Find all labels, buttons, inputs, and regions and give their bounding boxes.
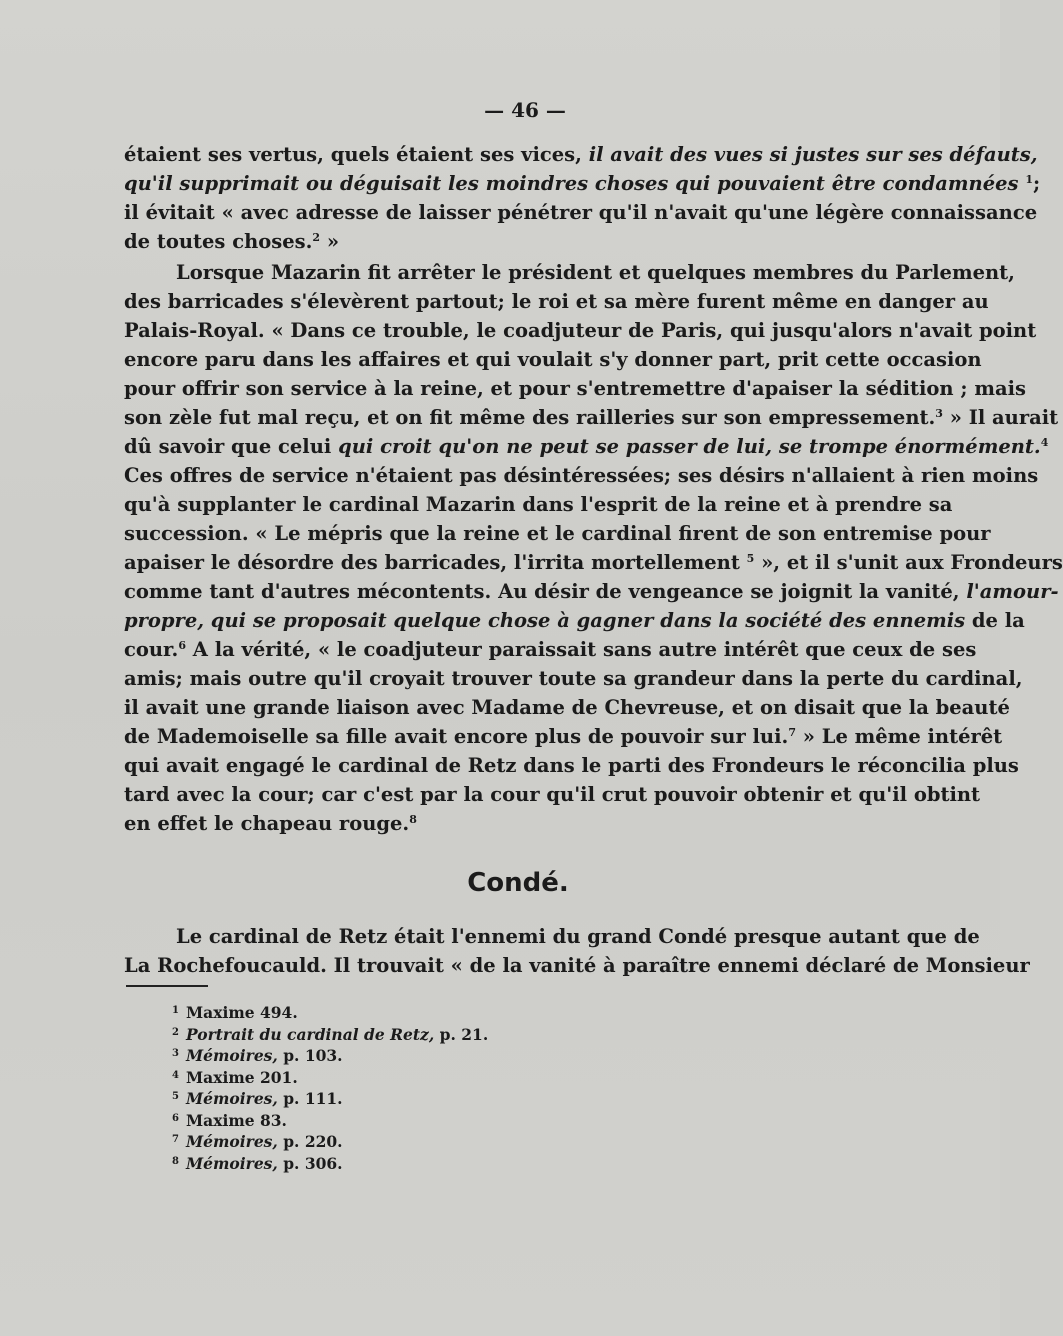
text-run: étaient ses vertus, quels étaient ses vices, [124, 143, 589, 166]
text-line [124, 169, 1041, 198]
footnote-number: 6 [172, 1112, 179, 1124]
footnote [172, 1129, 672, 1151]
paragraph-1 [124, 140, 1041, 256]
text-run: des barricades s'élevèrent partout; le roi et sa mère furent même en danger au [124, 290, 989, 313]
text-run: amis; mais outre qu'il croyait trouver toute sa grandeur dans la perte du cardinal, [124, 667, 1023, 690]
text-run: apaiser le désordre des barricades, l'irrita mortellement [124, 551, 747, 574]
text-line [124, 198, 1038, 227]
text-run: il avait une grande liaison avec Madame de Chevreuse, et on disait que la beauté [124, 696, 1010, 719]
text-run: » Il aurait [942, 406, 1059, 429]
italic-text: qui croit qu'on ne peut se passer de lui, se trompe énormément. [338, 435, 1041, 458]
text-run: de toutes choses. [124, 230, 313, 253]
section-heading: Condé. [467, 868, 569, 898]
footnote [172, 1000, 672, 1022]
text-run: comme tant d'autres mécontents. Au désir de vengeance se joignit la vanité, [124, 580, 967, 603]
paragraph-3 [124, 922, 1030, 980]
footnote-number: 3 [172, 1048, 179, 1059]
text-line [124, 374, 1027, 403]
italic-text: Mémoires, [186, 1089, 278, 1108]
footnote-ref: 2 [312, 231, 321, 244]
footnote-number: 2 [172, 1026, 179, 1038]
text-run: il évitait « avec adresse de laisser pénétrer qu'il n'avait qu'une légère connaissance [124, 201, 1038, 224]
italic-text: Mémoires, [186, 1046, 278, 1065]
italic-text: l'amour- [966, 580, 1059, 603]
text-run: » Le même intérêt [795, 725, 1003, 748]
footnote [172, 1022, 672, 1044]
text-line [124, 664, 1023, 693]
text-line [124, 316, 1037, 345]
text-line [124, 258, 1015, 287]
text-line [124, 635, 977, 664]
text-run: succession. « Le mépris que la reine et le cardinal firent de son entremise pour [124, 522, 991, 545]
text-run: p. 103. [277, 1046, 343, 1065]
footnote [172, 1086, 672, 1108]
italic-text: Mémoires, [186, 1153, 278, 1173]
footnote-ref: 8 [409, 813, 417, 826]
text-line [124, 922, 980, 951]
paragraph-2 [124, 258, 1063, 838]
text-line [124, 432, 1049, 461]
footnote-separator [126, 985, 208, 987]
text-run: Palais-Royal. « Dans ce trouble, le coadjuteur de Paris, qui jusqu'alors n'avait point [124, 319, 1037, 342]
italic-text: Mémoires, [186, 1132, 278, 1151]
text-run: Ces offres de service n'étaient pas désintéressées; ses désirs n'allaient à rien moins [124, 464, 1039, 487]
text-line [124, 693, 1010, 722]
italic-text: il avait des vues si justes sur ses défauts, [588, 143, 1038, 166]
text-run: Maxime 494. [186, 1003, 298, 1022]
footnote-ref: 4 [1040, 436, 1049, 449]
text-run: qui avait engagé le cardinal de Retz dans le parti des Frondeurs le réconcilia plus [124, 754, 1019, 777]
italic-text: Portrait du cardinal de Retz, [186, 1024, 435, 1044]
text-line [124, 461, 1039, 490]
text-run: » [320, 230, 340, 253]
text-line [124, 780, 981, 809]
text-run: p. 220. [277, 1132, 343, 1151]
text-run: Maxime 201. [186, 1067, 298, 1087]
text-run: p. 21. [434, 1024, 489, 1044]
text-run: », et il s'unit aux Frondeurs [754, 551, 1063, 574]
footnote-number: 4 [172, 1069, 179, 1081]
text-line [124, 577, 1059, 606]
text-run: A la vérité, « le coadjuteur paraissait sans autre intérêt que ceux de ses [186, 638, 977, 661]
text-run: en effet le chapeau rouge. [124, 812, 410, 835]
text-line [124, 951, 1030, 980]
text-line [124, 548, 1063, 577]
text-run: Maxime 83. [186, 1110, 287, 1130]
text-run: ; [1032, 172, 1041, 195]
footnote-ref: 3 [935, 407, 943, 420]
text-line [124, 722, 1003, 751]
text-line [124, 345, 982, 374]
text-line [124, 490, 953, 519]
text-run: encore paru dans les affaires et qui voulait s'y donner part, prit cette occasion [124, 348, 982, 371]
text-run: de la [965, 609, 1025, 632]
footnote-number: 8 [172, 1155, 179, 1167]
text-line [124, 606, 1025, 635]
text-line [124, 751, 1019, 780]
footnote-ref: 1 [1025, 173, 1033, 186]
page-number: — 46 — [484, 98, 566, 122]
footnote [172, 1151, 672, 1173]
italic-text: propre, qui se proposait quelque chose à gagner dans la société des ennemis [124, 609, 966, 632]
text-line [124, 403, 1059, 432]
footnote-number: 7 [172, 1134, 179, 1145]
text-line [124, 287, 989, 316]
text-run: p. 306. [277, 1153, 343, 1173]
text-run: son zèle fut mal reçu, et on fit même des railleries sur son empressement. [124, 406, 936, 429]
footnotes [172, 1000, 672, 1172]
text-line [124, 140, 1038, 169]
footnote-number: 1 [172, 1005, 179, 1016]
footnote-number: 5 [172, 1091, 179, 1102]
text-run: qu'à supplanter le cardinal Mazarin dans l'esprit de la reine et à prendre sa [124, 493, 953, 516]
text-line [124, 519, 991, 548]
text-run: de Mademoiselle sa fille avait encore plus de pouvoir sur lui. [124, 725, 789, 748]
text-run: pour offrir son service à la reine, et pour s'entremettre d'apaiser la sédition ; mais [124, 377, 1027, 400]
text-run: La Rochefoucauld. Il trouvait « de la vanité à paraître ennemi déclaré de Monsieur [124, 954, 1030, 977]
text-run: tard avec la cour; car c'est par la cour qu'il crut pouvoir obtenir et qu'il obtint [124, 783, 981, 806]
text-run: cour. [124, 638, 179, 661]
text-run: dû savoir que celui [124, 435, 339, 458]
text-run: Lorsque Mazarin fit arrêter le président et quelques membres du Parlement, [176, 261, 1015, 284]
text-line [124, 809, 920, 838]
footnote-ref: 7 [788, 726, 796, 739]
footnote [172, 1043, 672, 1065]
text-line [124, 227, 920, 256]
italic-text: qu'il supprimait ou déguisait les moindres choses qui pouvaient être condamnées [124, 172, 1019, 195]
footnote-ref: 5 [746, 552, 755, 565]
footnote [172, 1065, 672, 1087]
footnote-ref: 6 [178, 639, 186, 652]
footnote [172, 1108, 672, 1130]
text-run: Le cardinal de Retz était l'ennemi du grand Condé presque autant que de [176, 925, 980, 948]
text-run: p. 111. [277, 1089, 343, 1108]
